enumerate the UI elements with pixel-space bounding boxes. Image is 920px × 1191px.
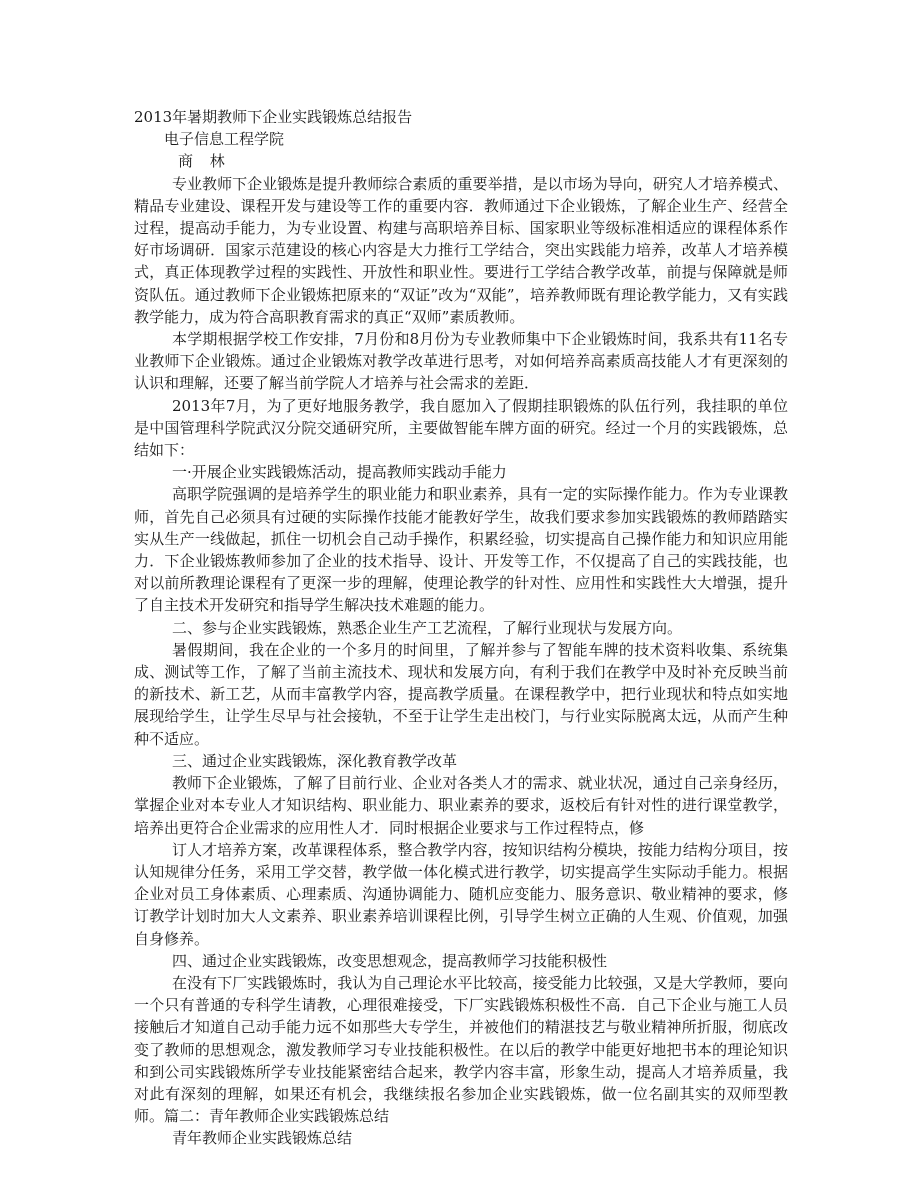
- section-heading: 四、通过企业实践锻炼，改变思想观念，提高教师学习技能积极性: [172, 951, 608, 970]
- section-heading: 三、通过企业实践锻炼，深化教育教学改革: [172, 751, 458, 770]
- document-body: [134, 106, 788, 1150]
- document-title: 2013年暑期教师下企业实践锻炼总结报告: [134, 108, 413, 126]
- body-paragraph: 高职学院强调的是培养学生的职业能力和职业素养，具有一定的实际操作能力。作为专业课教师，首先自己必须具有过硬的实际操作技能才能教好学生，故我们要求参加实践锻炼的教师踏踏实实从生产一线做起，抓住一切机会自己动手操作，积累经验，切实提高自己操作能力和知识应用能力．下企业锻炼教师参加了企业的技术指导、设计、开发等工作，不仅提高了自己的实践技能，也对以前所教理论课程有了更深一步的理解，使理论教学的针对性、应用性和实践性大大增强，提升了自主技术开发研究和指导学生解决技术难题的能力。: [134, 485, 788, 615]
- body-paragraph: 专业教师下企业锻炼是提升教师综合素质的重要举措，是以市场为导向，研究人才培养模式、精品专业建设、课程开发与建设等工作的重要内容．教师通过下企业锻炼，了解企业生产、经营全过程，提高动手能力，为专业设置、构建与高职培养目标、国家职业等级标准相适应的课程体系作好市场调研．国家示范建设的核心内容是大力推行工学结合，突出实践能力培养，改革人才培养模式，真正体现教学过程的实践性、开放性和职业性。要进行工学结合教学改革，前提与保障就是师资队伍。通过教师下企业锻炼把原来的“双证”改为“双能”，培养教师既有理论教学能力，又有实践教学能力，成为符合高职教育需求的真正“双师”素质教师。: [134, 174, 788, 326]
- author-name: 商 林: [178, 152, 231, 171]
- section-heading: 一·开展企业实践锻炼活动，提高教师实践动手能力: [172, 463, 507, 482]
- section-heading: 二、参与企业实践锻炼，熟悉企业生产工艺流程，了解行业现状与发展方向。: [172, 618, 683, 637]
- body-paragraph: 订人才培养方案，改革课程体系，整合教学内容，按知识结构分模块，按能力结构分项目，按认知规律分任务，采用工学交替，教学做一体化模式进行教学，切实提高学生实际动手能力。根据企业对员工身体素质、心理素质、沟通协调能力、随机应变能力、服务意识、敬业精神的要求，修订教学计划时加大人文素养、职业素养培训课程比例，引导学生树立正确的人生观、价值观，加强自身修养。: [134, 840, 788, 948]
- sub-title: 青年教师企业实践锻炼总结: [172, 1129, 353, 1148]
- paragraph-list: [134, 173, 788, 1150]
- body-paragraph: 本学期根据学校工作安排，7月份和8月份为专业教师集中下企业锻炼时间，我系共有11名专业教师下企业锻炼。通过企业锻炼对教学改革进行思考，对如何培养高素质高技能人才有更深刻的认识和理解，还要了解当前学院人才培养与社会需求的差距．: [134, 330, 788, 393]
- body-paragraph: 暑假期间，我在企业的一个多月的时间里，了解并参与了智能车牌的技术资料收集、系统集成、测试等工作，了解了当前主流技术、现状和发展方向，有利于我们在教学中及时补充反映当前的新技术、新工艺，从而丰富教学内容，提高教学质量。在课程教学中，把行业现状和特点如实地展现给学生，让学生尽早与社会接轨，不至于让学生走出校门，与行业实际脱离太远，从而产生种种不适应。: [134, 640, 788, 748]
- body-paragraph: 在没有下厂实践锻炼时，我认为自己理论水平比较高，接受能力比较强，又是大学教师，要向一个只有普通的专科学生请教，心理很难接受，下厂实践锻炼积极性不高．自己下企业与施工人员接触后才知道自己动手能力远不如那些大专学生，并被他们的精湛技艺与敬业精神所折服，彻底改变了教师的思想观念，激发教师学习专业技能积极性。在以后的教学中能更好地把书本的理论知识和到公司实践锻炼所学专业技能紧密结合起来，教学内容丰富，形象生动，提高人才培养质量，我对此有深刻的理解，如果还有机会，我继续报名参加企业实践锻炼，做一位名副其实的双师型教师。篇二：青年教师企业实践锻炼总结: [134, 973, 788, 1126]
- body-paragraph: 2013年7月，为了更好地服务教学，我自愿加入了假期挂职锻炼的队伍行列，我挂职的单位是中国管理科学院武汉分院交通研究所，主要做智能车牌方面的研究。经过一个月的实践锻炼，总结如下：: [134, 396, 788, 460]
- body-paragraph: 教师下企业锻炼，了解了目前行业、企业对各类人才的需求、就业状况，通过自己亲身经历，掌握企业对本专业人才知识结构、职业能力、职业素养的要求，返校后有针对性的进行课堂教学，培养出更符合企业需求的应用性人才．同时根据企业要求与工作过程特点，修: [134, 774, 788, 837]
- department-name: 电子信息工程学院: [164, 130, 285, 149]
